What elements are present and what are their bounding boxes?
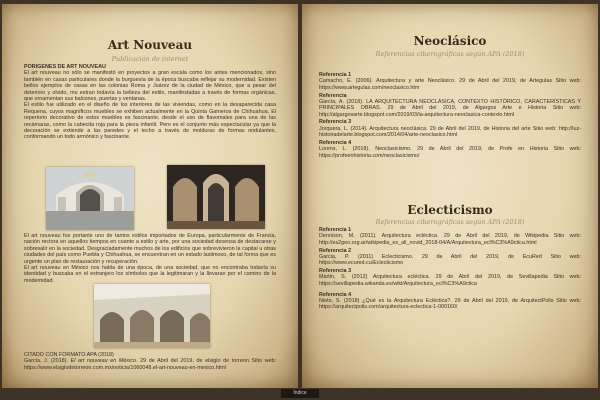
section-heading-origins: PORIGENES DE ART NOUVEAU (24, 64, 106, 70)
subtitle-eclecticismo: Referencias ciberográficas según APA (2018) (375, 218, 525, 226)
eclecticismo-references (319, 227, 581, 312)
body-text-block (24, 233, 276, 284)
list-item (319, 140, 581, 159)
ref-text: Camacho, E. (2006). Arquitectura y arte Neoclásico. 29 de Abril del 2019, de Artegulas Sitio web: https://www.artegulas.com/neoclasico.htm (319, 78, 581, 91)
interior-arches-photo (94, 284, 210, 348)
ref-label: Referencia 1 (319, 227, 352, 233)
ref-text: García, A. (2018). LA ARQUITECTURA NEOCLÁSICA, CONTEXTO HISTÓRICO, CARACTERÍSTICAS Y PRINCIPALES OBRAS. 29 de Abril del 2019, de Algargos Arte e Historia Sitio web: http://algargosarte.blogspot.com/2019/03/la-arquitectura-neoclasica-contexto.html (319, 98, 581, 118)
list-item (319, 227, 581, 246)
ref-text: Martin, S. (2012) Arquitectura ecléctica. 29 de Abril del 2019, de Sevillapedia Sitio web: https://sevillapedia.wikanda.es/wiki/Arquitectura_ecl%C3%A9ctica (319, 274, 581, 287)
citation-block (24, 352, 276, 371)
ref-label: Referencia 2 (319, 247, 352, 254)
citation-rest: . 29 de Abril del 2019, de elsiglo de torreon Sitio web: https://www.elsiglodetorreon.com.mx/noticia/1060048.el-art-nouveau-en-mexico.html (24, 358, 276, 371)
ref-text: Dennison, M. (2011). Arquitectura ecléctica. 29 de Abril del 2019, de Wikipedia Sitio web: http://es2geo.org.ar/wikipedia_es_all_novid_2018-04/A/Arquitectura_ecl%C3%A9ctica.html (319, 233, 581, 246)
paragraph-1: El art nouveau no sólo se manifestó en proyectos a gran escala como los antes mencionados, sino también en casas particulares donde la burguesía de la época buscaba reflejar su modernidad. Existen bellos ejemplos de casas en las colonias Roma y Juárez de la ciudad de México, que a pesar del deterioro y olvido, mu estran todavía la belleza del estilo, manifestadas a través de formas orgánicas, que ornamentan sus balcones, puertas y ventanas. (24, 70, 276, 103)
ref-label: Referencia 3 (319, 268, 352, 275)
ref-label: Referencia (319, 92, 347, 99)
list-item (319, 268, 581, 287)
paragraph-2: El estilo fue utilizado en el diseño de los interiores de las viviendas, como en la desaparecida casa Requena, cuyos magníficos muebles se exhiben actualmente en la Quinta Gameros de Chihuahua. El repertorio decorativo de estos muebles es fascinante, desde el uso de flavomales para una de las recámaras, como la cabecita roja para la pieza infantil. Pero es el conjunto más espectacular ya que la decoración se extiende a las paredes y el techo a través de molduras de formas ondulantes, conformando un todo armónico y fascinante. (24, 102, 276, 141)
ref-label: Referencia 1 (319, 72, 352, 78)
ref-label: Referencia 4 (319, 291, 352, 298)
intro-text-block (24, 64, 276, 141)
list-item (319, 292, 581, 311)
left-page (2, 4, 298, 388)
page-title-neoclasico: Neoclásico (413, 34, 487, 48)
list-item (319, 72, 581, 91)
citation-author: Garcia, J. (2018). (24, 358, 71, 365)
palacio-bellas-artes-photo (46, 167, 134, 230)
list-item (319, 248, 581, 267)
neoclasico-references (319, 72, 581, 160)
index-button[interactable]: Índice (281, 389, 319, 398)
paragraph-4: El art nouveau en México nos habla de una época, de una sociedad, que no encontraba todavía su identidad y buscaba en el extranjero los símbolos que la legitimaran y la llevaran por el camino de la modernidad. (24, 265, 276, 284)
ref-text: Nieto, S. (2018) ¿Qué es la Arquitectura Ecléctica?. 29 de Abril del 2019, de ArquitectPolis Sitio web: https://arquitectpolis.com/arquitectura-eclectica-1-000160/ (319, 297, 581, 311)
ref-label: Referencia 3 (319, 119, 352, 126)
ref-text: Lorens, L. (2018). Neoclasicismo. 29 de Abril del 2019, de Profe en Historia Sitio web: https://profeenhistoria.com/neoclasicismo/ (319, 146, 581, 159)
casa-interior-photo (167, 165, 265, 229)
ref-text: Garcia, P. (2011) Eclecticismo. 29 de Abril del 2019, de EcuRed Sitio web: https://www.ecured.cu/Eclecticismo (319, 253, 581, 267)
ref-label: Referencia 4 (319, 139, 352, 146)
page-subtitle-left: Publicación de internet (111, 55, 189, 63)
page-title-eclecticismo: Eclecticismo (407, 203, 493, 217)
citation-heading: CITADO CON FORMATO APA (2018) (24, 352, 114, 358)
subtitle-neoclasico: Referencias ciberográficas según APA (2018) (375, 50, 525, 58)
page-title-art-nouveau: Art Nouveau (107, 38, 193, 52)
list-item (319, 93, 581, 119)
citation-work: El art nouveau en México (70, 358, 137, 365)
ref-text: Jorquera, L. (2014). Arquitectura neoclásica. 29 de Abril del 2019, de Historia del arte Sitio web: http://luz-historiadelarte.blogspot.com/2014/04/arte-neoclasico.html (319, 125, 581, 139)
list-item (319, 119, 581, 138)
right-page (302, 4, 598, 388)
paragraph-3: El art nouveau fue portante uno de tantos estilos importados de Europa, particularmente de Francia, nación rectora en aquellos tiempos en cuanto a estilo y arte, por una sociedad deseosa de destacarse y sobresalir en la sociedad. Desgraciadamente muchos de los edificios que sobrevivieron la capital u otras ciudades del país como Puebla y Chihuahua, se encuentran en un estado lastimoso, de tal forma que es urgente un plan de restauración y recuperación. (24, 233, 276, 265)
